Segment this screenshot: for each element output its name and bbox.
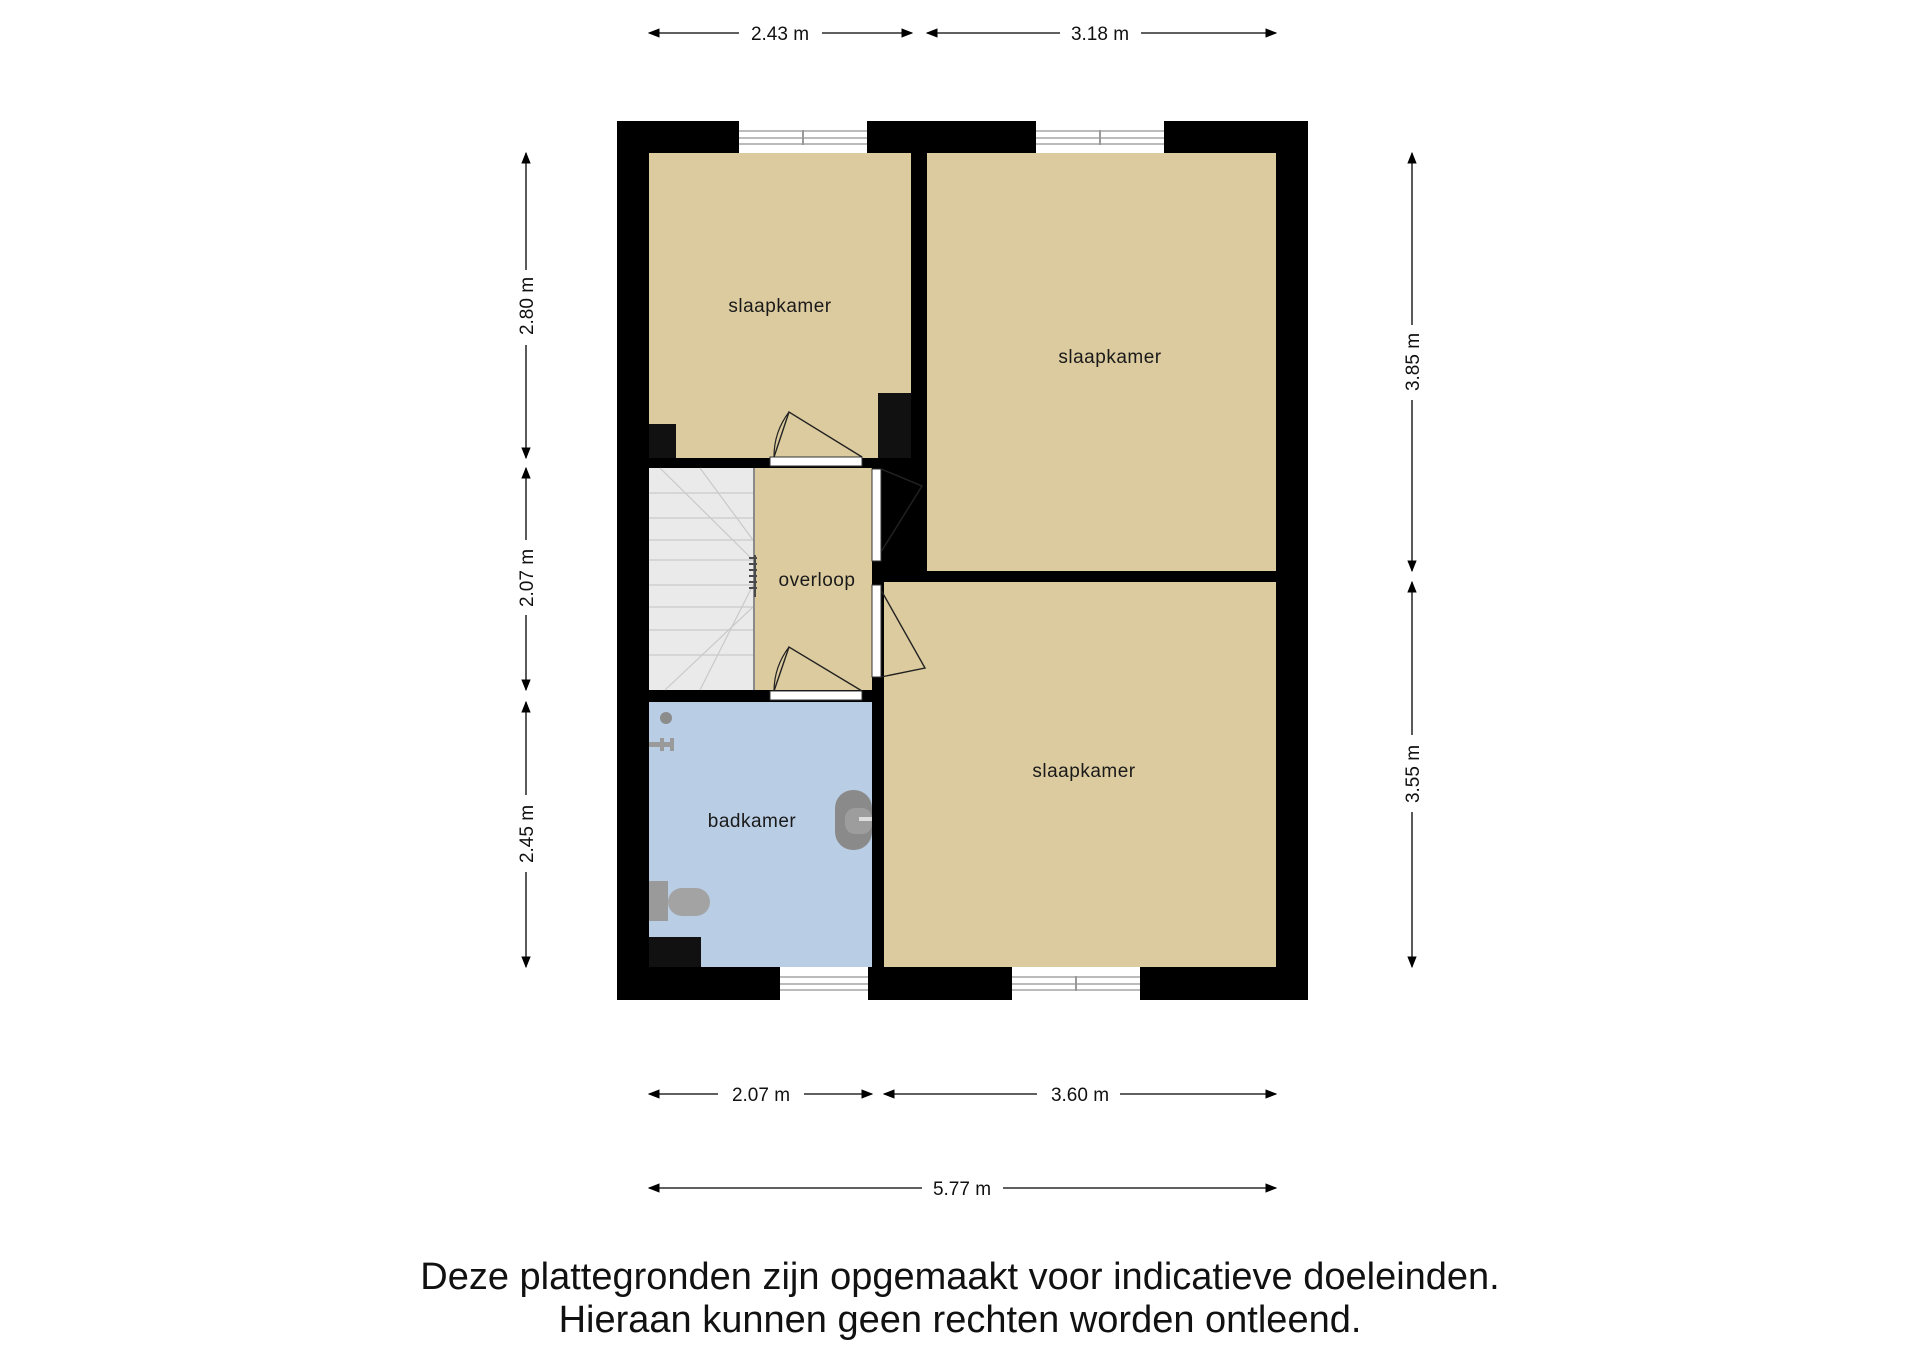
svg-text:5.77 m: 5.77 m [932,1179,992,1200]
disclaimer-line-1: Deze plattegronden zijn opgemaakt voor indicatieve doeleinden. [420,1256,1500,1298]
dimension-bottom-total [649,1179,1276,1200]
disclaimer-line-2: Hieraan kunnen geen rechten worden ontleend. [558,1299,1362,1341]
dimension-right-bottom [1403,582,1424,967]
sink-icon [835,790,872,850]
dimension-left-bottom [517,702,538,967]
window [739,121,867,153]
dimension-bottom-left [649,1085,872,1106]
window [1012,967,1140,1000]
room-label: overloop [778,570,856,591]
svg-text:2.07 m: 2.07 m [517,548,538,608]
room-label: slaapkamer [728,296,832,317]
dimension-right-top [1403,153,1424,571]
svg-text:2.80 m: 2.80 m [517,276,538,336]
boiler-block [649,937,701,967]
duct-block [878,393,911,458]
dimension-top-right [927,24,1276,45]
svg-text:3.55 m: 3.55 m [1403,744,1424,804]
window [1036,121,1164,153]
stairs [649,468,757,690]
window [780,967,868,1000]
dimension-left-top [517,153,538,458]
dimension-top-left [649,24,912,45]
duct-block [649,424,676,458]
svg-text:3.18 m: 3.18 m [1070,24,1130,45]
dimension-left-middle [517,468,538,690]
svg-text:2.07 m: 2.07 m [731,1085,791,1106]
room-label: badkamer [707,811,797,832]
dimension-bottom-right [884,1085,1276,1106]
svg-text:3.85 m: 3.85 m [1403,332,1424,392]
room-label: slaapkamer [1032,761,1136,782]
drain-fixture [660,712,672,724]
room-label: slaapkamer [1058,347,1162,368]
svg-text:2.45 m: 2.45 m [517,804,538,864]
svg-text:2.43 m: 2.43 m [750,24,810,45]
svg-text:3.60 m: 3.60 m [1050,1085,1110,1106]
